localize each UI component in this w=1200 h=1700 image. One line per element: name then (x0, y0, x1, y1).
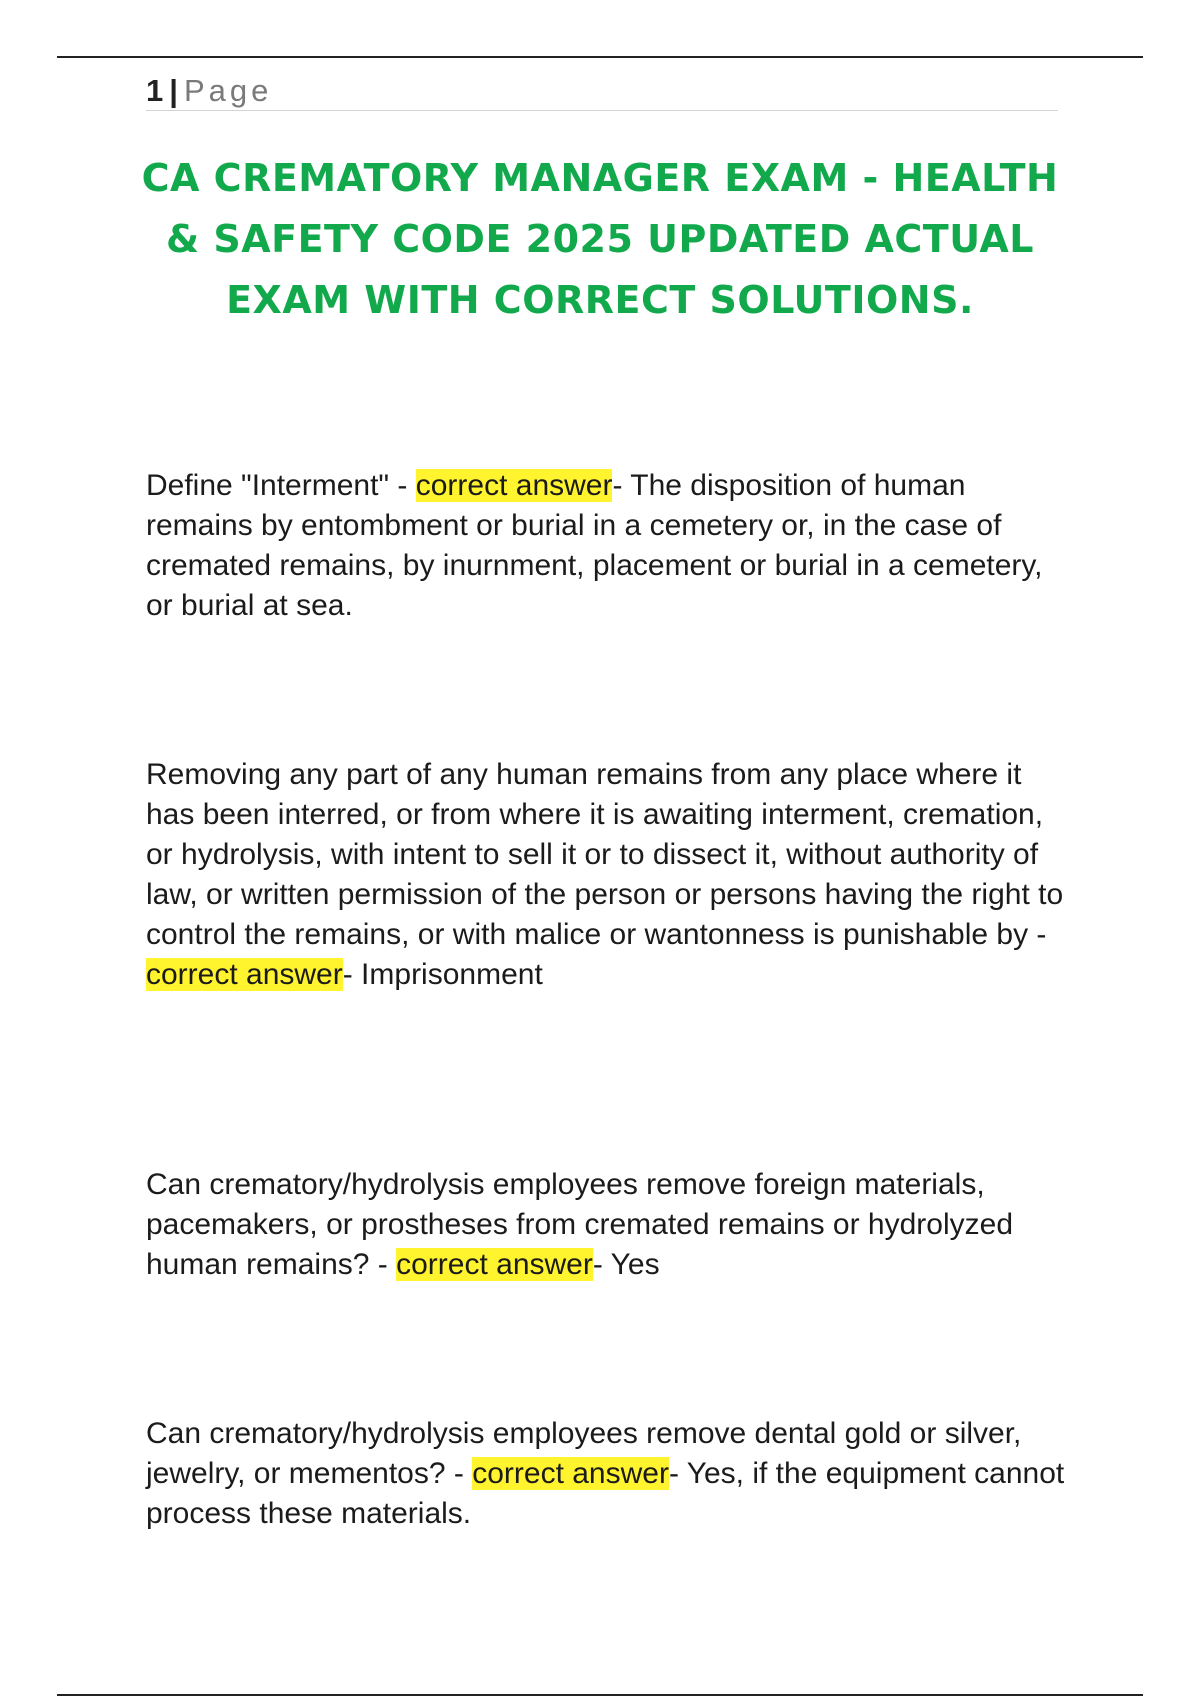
correct-answer-marker: correct answer (396, 1248, 593, 1281)
answer-text: - Imprisonment (342, 958, 543, 991)
question-text: Can crematory/hydrolysis employees remove dental gold or silver, jewelry, or mementos? - (146, 1417, 1022, 1490)
qa-item (146, 1414, 1066, 1534)
answer-text: - Yes, if the equipment cannot process these materials. (146, 1457, 1065, 1530)
correct-answer-marker: correct answer (472, 1457, 669, 1490)
answer-text: - Yes (592, 1248, 660, 1281)
document-title: CA CREMATORY MANAGER EXAM - HEALTH & SAFETY CODE 2025 UPDATED ACTUAL EXAM WITH CORRECT SOLUTIONS. (141, 156, 1059, 322)
bottom-rule (57, 1694, 1143, 1696)
correct-answer-marker: correct answer (415, 469, 613, 502)
qa-item (146, 466, 1066, 626)
top-rule (57, 56, 1143, 58)
page-separator: | (169, 73, 178, 108)
question-text: Define "Interment" - (146, 469, 416, 502)
page-number: 1 (146, 73, 164, 108)
page-label: Page (183, 73, 273, 108)
page-header (146, 72, 1058, 111)
qa-item (146, 1165, 1066, 1285)
answer-text: - The disposition of human remains by entombment or burial in a cemetery or, in the case of cremated remains, by inurnment, placement or burial in a cemetery, or burial at sea. (146, 469, 1043, 622)
qa-item (146, 755, 1066, 995)
correct-answer-marker: correct answer (146, 958, 343, 991)
question-text: Can crematory/hydrolysis employees remove foreign materials, pacemakers, or prostheses from cremated remains or hydrolyzed human remains? - (146, 1168, 1014, 1281)
question-text: Removing any part of any human remains from any place where it has been interred, or from where it is awaiting interment, cremation, or hydrolysis, with intent to sell it or to dissect it, without authority of law, or written permission of the person or persons having the right to control the remains, or with malice or wantonness is punishable by - (146, 758, 1064, 951)
